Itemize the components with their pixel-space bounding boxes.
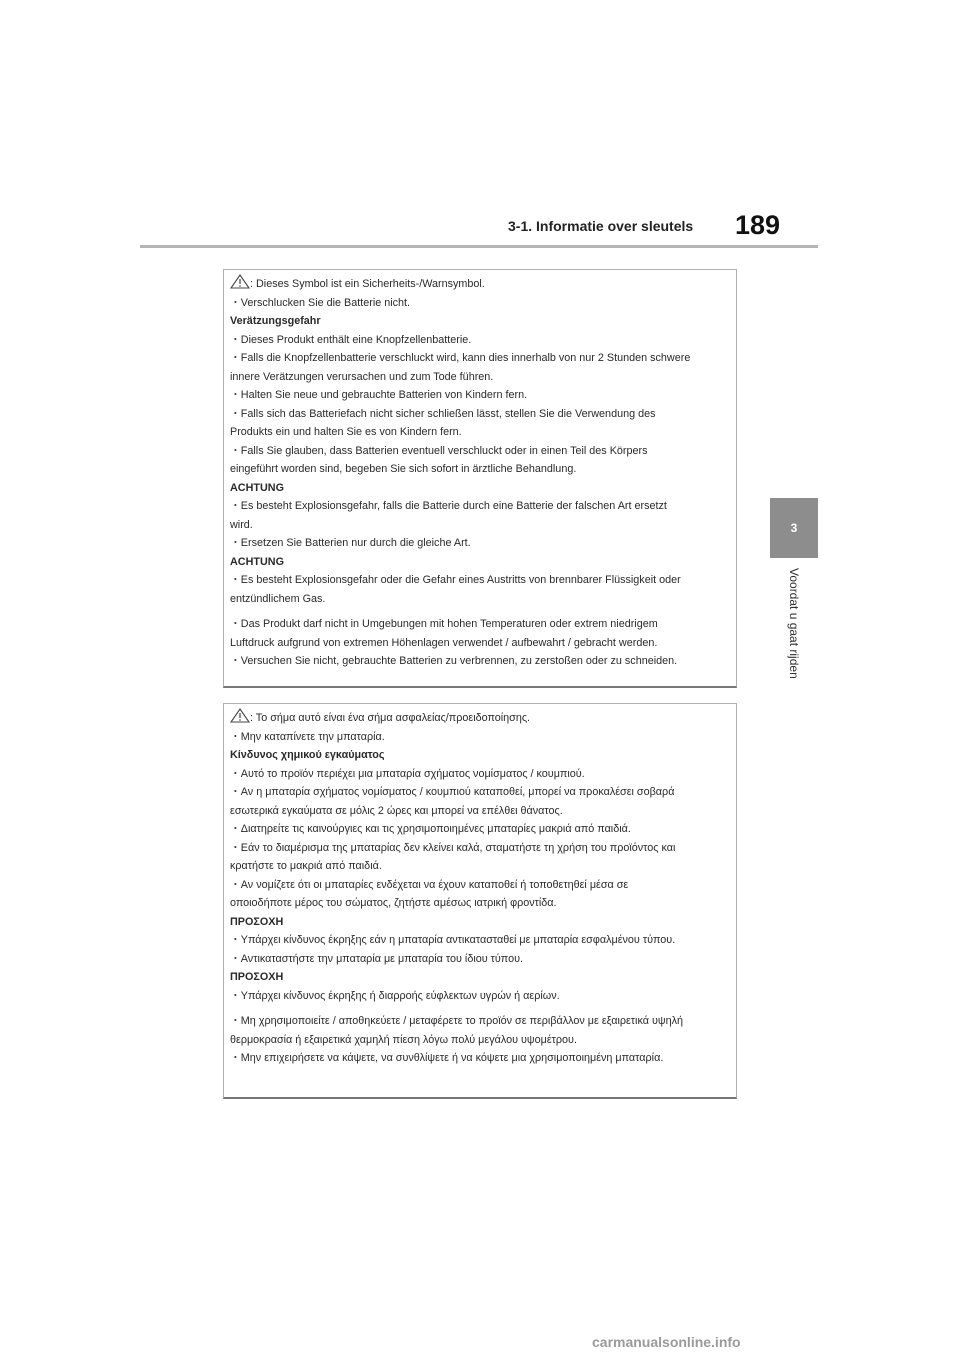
notice-box-greek [223,703,737,1099]
notice-line: κρατήστε το μακριά από παιδιά. [230,860,382,872]
notice-heading: ACHTUNG [230,555,284,568]
notice-line: εσωτερικά εγκαύματα σε μόλις 2 ώρες και μπορεί να επέλθει θάνατος. [230,804,563,817]
notice-line: : Dieses Symbol ist ein Sicherheits-/Warnsymbol. [230,274,730,294]
notice-line: innere Verätzungen verursachen und zum Tode führen. [230,370,494,383]
notice-line: ・Μην καταπίνετε την μπαταρία. [230,730,385,743]
chapter-tab[interactable] [770,498,818,558]
notice-line: ・Es besteht Explosionsgefahr, falls die Batterie durch eine Batterie der falschen Art ersetzt [230,500,667,512]
notice-line: ・Dieses Produkt enthält eine Knopfzellenbatterie. [230,333,472,346]
warning-triangle-icon [230,274,250,289]
notice-line: ・Halten Sie neue und gebrauchte Batterien von Kindern fern. [230,389,528,401]
notice-line: entzündlichem Gas. [230,592,326,605]
notice-line: ・Αυτό το προϊόν περιέχει μια μπαταρία σχήματος νομίσματος / κουμπιού. [230,767,585,780]
notice-line: wird. [230,518,253,531]
notice-heading: ΠΡΟΣΟΧΗ [230,915,284,928]
footer-watermark[interactable]: carmanualsonline.info [592,1334,741,1350]
section-title: 3-1. Informatie over sleutels [508,218,694,234]
notice-line: ・Εάν το διαμέρισμα της μπαταρίας δεν κλείνει καλά, σταματήστε τη χρήση του προϊόντος και [230,841,676,854]
chapter-number: 3 [790,521,798,535]
notice-line: ・Αν η μπαταρία σχήματος νομίσματος / κουμπιού καταποθεί, μπορεί να προκαλέσει σοβαρά [230,786,675,798]
notice-box-german [223,269,737,688]
notice-heading: Κίνδυνος χημικού εγκαύματος [230,749,385,761]
notice-heading: ACHTUNG [230,481,284,494]
notice-line: ・Falls sich das Batteriefach nicht sicher schließen lässt, stellen Sie die Verwendung des [230,407,656,420]
notice-line: ・Αν νομίζετε ότι οι μπαταρίες ενδέχεται να έχουν καταποθεί ή τοποθετηθεί μέσα σε [230,878,629,891]
notice-line: Produkts ein und halten Sie es von Kindern fern. [230,426,462,438]
notice-line: ・Ersetzen Sie Batterien nur durch die gleiche Art. [230,537,471,549]
notice-heading: ΠΡΟΣΟΧΗ [230,971,284,983]
notice-line: ・Αντικαταστήστε την μπαταρία με μπαταρία του ίδιου τύπου. [230,952,524,965]
chapter-title: Voordat u gaat rijden [787,568,801,679]
notice-line: ・Μη χρησιμοποιείτε / αποθηκεύετε / μεταφέρετε το προϊόν σε περιβάλλον με εξαιρετικά υψηλή [230,1015,683,1027]
notice-line: θερμοκρασία ή εξαιρετικά χαμηλή πίεση λόγω πολύ μεγάλου υψομέτρου. [230,1033,577,1046]
notice-line: ・Διατηρείτε τις καινούργιες και τις χρησιμοποιημένες μπαταρίες μακριά από παιδιά. [230,823,631,835]
page-number: 189 [735,210,781,240]
header-divider [140,245,818,248]
notice-line: ・Falls die Knopfzellenbatterie verschluckt wird, kann dies innerhalb von nur 2 Stunden schwere [230,352,691,364]
notice-line: ・Μην επιχειρήσετε να κάψετε, να συνθλίψετε ή να κόψετε μια χρησιμοποιημένη μπαταρία. [230,1052,664,1064]
notice-line: ・Υπάρχει κίνδυνος έκρηξης εάν η μπαταρία αντικατασταθεί με μπαταρία εσφαλμένου τύπου. [230,934,676,946]
warning-triangle-icon [230,708,250,723]
notice-line: ・Falls Sie glauben, dass Batterien eventuell verschluckt oder in einen Teil des Körpers [230,444,648,457]
notice-line: Luftdruck aufgrund von extremen Höhenlagen verwendet / aufbewahrt / gebracht werden. [230,636,658,649]
notice-line: eingeführt worden sind, begeben Sie sich sofort in ärztliche Behandlung. [230,463,577,475]
notice-line: ・Υπάρχει κίνδυνος έκρηξης ή διαρροής εύφλεκτων υγρών ή αερίων. [230,989,560,1002]
notice-line: οποιοδήποτε μέρος του σώματος, ζητήστε αμέσως ιατρική φροντίδα. [230,897,557,909]
notice-line: : Το σήμα αυτό είναι ένα σήμα ασφαλείας/προειδοποίησης. [230,708,730,728]
notice-line: ・Es besteht Explosionsgefahr oder die Gefahr eines Austritts von brennbarer Flüssigkeit oder [230,574,681,586]
notice-line: ・Versuchen Sie nicht, gebrauchte Batterien zu verbrennen, zu zerstoßen oder zu schneiden. [230,655,678,667]
notice-line: ・Das Produkt darf nicht in Umgebungen mit hohen Temperaturen oder extrem niedrigem [230,618,658,630]
notice-heading: Verätzungsgefahr [230,315,321,327]
notice-line: ・Verschlucken Sie die Batterie nicht. [230,296,411,309]
